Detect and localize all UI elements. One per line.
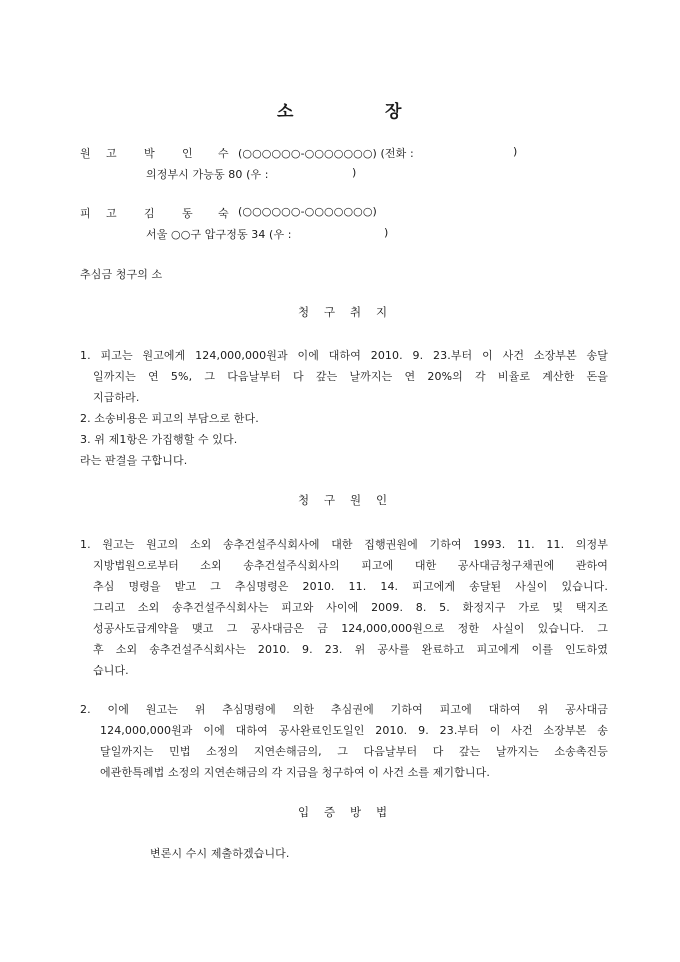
defendant-address: 서울 ○○구 압구정동 34 (우 : — [146, 228, 292, 241]
evidence-heading-1: 입 — [298, 805, 310, 819]
claim-cause-item1-line6: 후 소외 송추건설주식회사는 2010. 9. 23. 위 공사를 완료하고 피고에게 이를 인도하였 — [93, 643, 608, 656]
claim-cause-heading-3: 원 — [350, 493, 362, 507]
claim-cause-item2-line2: 124,000,000원과 이에 대하여 공사완료인도일인 2010. 9. 23.부터 이 사건 소장부본 송 — [100, 724, 608, 737]
case-name: 추심금 청구의 소 — [80, 268, 163, 281]
title-char-1: 소 — [277, 102, 294, 122]
claim-cause-item1-line5: 성공사도급계약을 맺고 그 공사대금은 금 124,000,000원으로 정한 사실이 있습니다. 그 — [93, 622, 608, 635]
plaintiff-name-2: 인 — [182, 147, 193, 160]
plaintiff-role-1: 원 — [80, 147, 91, 160]
plaintiff-id-end: ) — [513, 145, 518, 158]
defendant-address-end: ) — [384, 226, 389, 239]
defendant-name-1: 김 — [144, 207, 155, 220]
claim-cause-heading-4: 인 — [376, 493, 388, 507]
claim-cause-item2-line1: 2. 이에 원고는 위 추심명령에 의한 추심권에 기하여 피고에 대하여 위 공사대금 — [80, 703, 608, 716]
claim-cause-item1-line3: 추심 명령을 받고 그 추심명령은 2010. 11. 14. 피고에게 송달된 사실이 있습니다. — [93, 580, 608, 593]
claim-cause-item1-line1: 1. 원고는 원고의 소외 송추건설주식회사에 대한 집행권원에 기하여 1993. 11. 11. 의정부 — [80, 538, 608, 551]
defendant-name-2: 동 — [182, 207, 193, 220]
claim-purpose-heading-2: 구 — [324, 305, 336, 319]
claim-purpose-item1-line1: 1. 피고는 원고에게 124,000,000원과 이에 대하여 2010. 9. 23.부터 이 사건 소장부본 송달 — [80, 349, 608, 362]
evidence-heading-4: 법 — [376, 805, 388, 819]
plaintiff-address-end: ) — [352, 166, 357, 179]
evidence-heading-3: 방 — [350, 805, 362, 819]
claim-cause-heading-1: 청 — [298, 493, 310, 507]
plaintiff-name-3: 수 — [218, 147, 229, 160]
plaintiff-name-1: 박 — [144, 147, 155, 160]
claim-purpose-item3: 3. 위 제1항은 가집행할 수 있다. — [80, 433, 238, 446]
claim-cause-item2-line3: 달일까지는 민법 소정의 지연손해금의, 그 다음날부터 다 갚는 날까지는 소송촉진등 — [100, 745, 608, 758]
claim-purpose-item1-line2: 일까지는 연 5%, 그 다음날부터 다 갚는 날까지는 연 20%의 각 비율로 계산한 돈을 — [93, 370, 608, 383]
claim-purpose-item1-line3: 지급하라. — [93, 391, 140, 404]
claim-purpose-heading-3: 취 — [350, 305, 362, 319]
claim-purpose-heading-4: 지 — [376, 305, 388, 319]
claim-purpose-closing: 라는 판결을 구합니다. — [80, 454, 188, 467]
defendant-role-2: 고 — [106, 207, 117, 220]
evidence-heading-2: 증 — [324, 805, 336, 819]
plaintiff-role-2: 고 — [106, 147, 117, 160]
plaintiff-id: (○○○○○○-○○○○○○○) (전화 : — [238, 147, 414, 160]
title-char-2: 장 — [385, 102, 402, 122]
evidence-text: 변론시 수시 제출하겠습니다. — [150, 847, 290, 860]
claim-purpose-heading-1: 청 — [298, 305, 310, 319]
defendant-name-3: 숙 — [218, 207, 229, 220]
claim-cause-item1-line2: 지방법원으로부터 소외 송추건설주식회사의 피고에 대한 공사대금청구채권에 관하여 — [93, 559, 608, 572]
claim-cause-heading-2: 구 — [324, 493, 336, 507]
defendant-id: (○○○○○○-○○○○○○○) — [238, 205, 377, 218]
claim-cause-item1-line4: 그리고 소외 송추건설주식회사는 피고와 사이에 2009. 8. 5. 화정지구 가로 및 택지조 — [93, 601, 608, 614]
claim-purpose-item2: 2. 소송비용은 피고의 부담으로 한다. — [80, 412, 259, 425]
claim-cause-item1-line7: 습니다. — [93, 664, 129, 677]
plaintiff-address: 의정부시 가능동 80 (우 : — [146, 168, 269, 181]
defendant-role-1: 피 — [80, 207, 91, 220]
claim-cause-item2-line4: 에관한특례법 소정의 지연손해금의 각 지급을 청구하여 이 사건 소를 제기합니다. — [100, 766, 490, 779]
